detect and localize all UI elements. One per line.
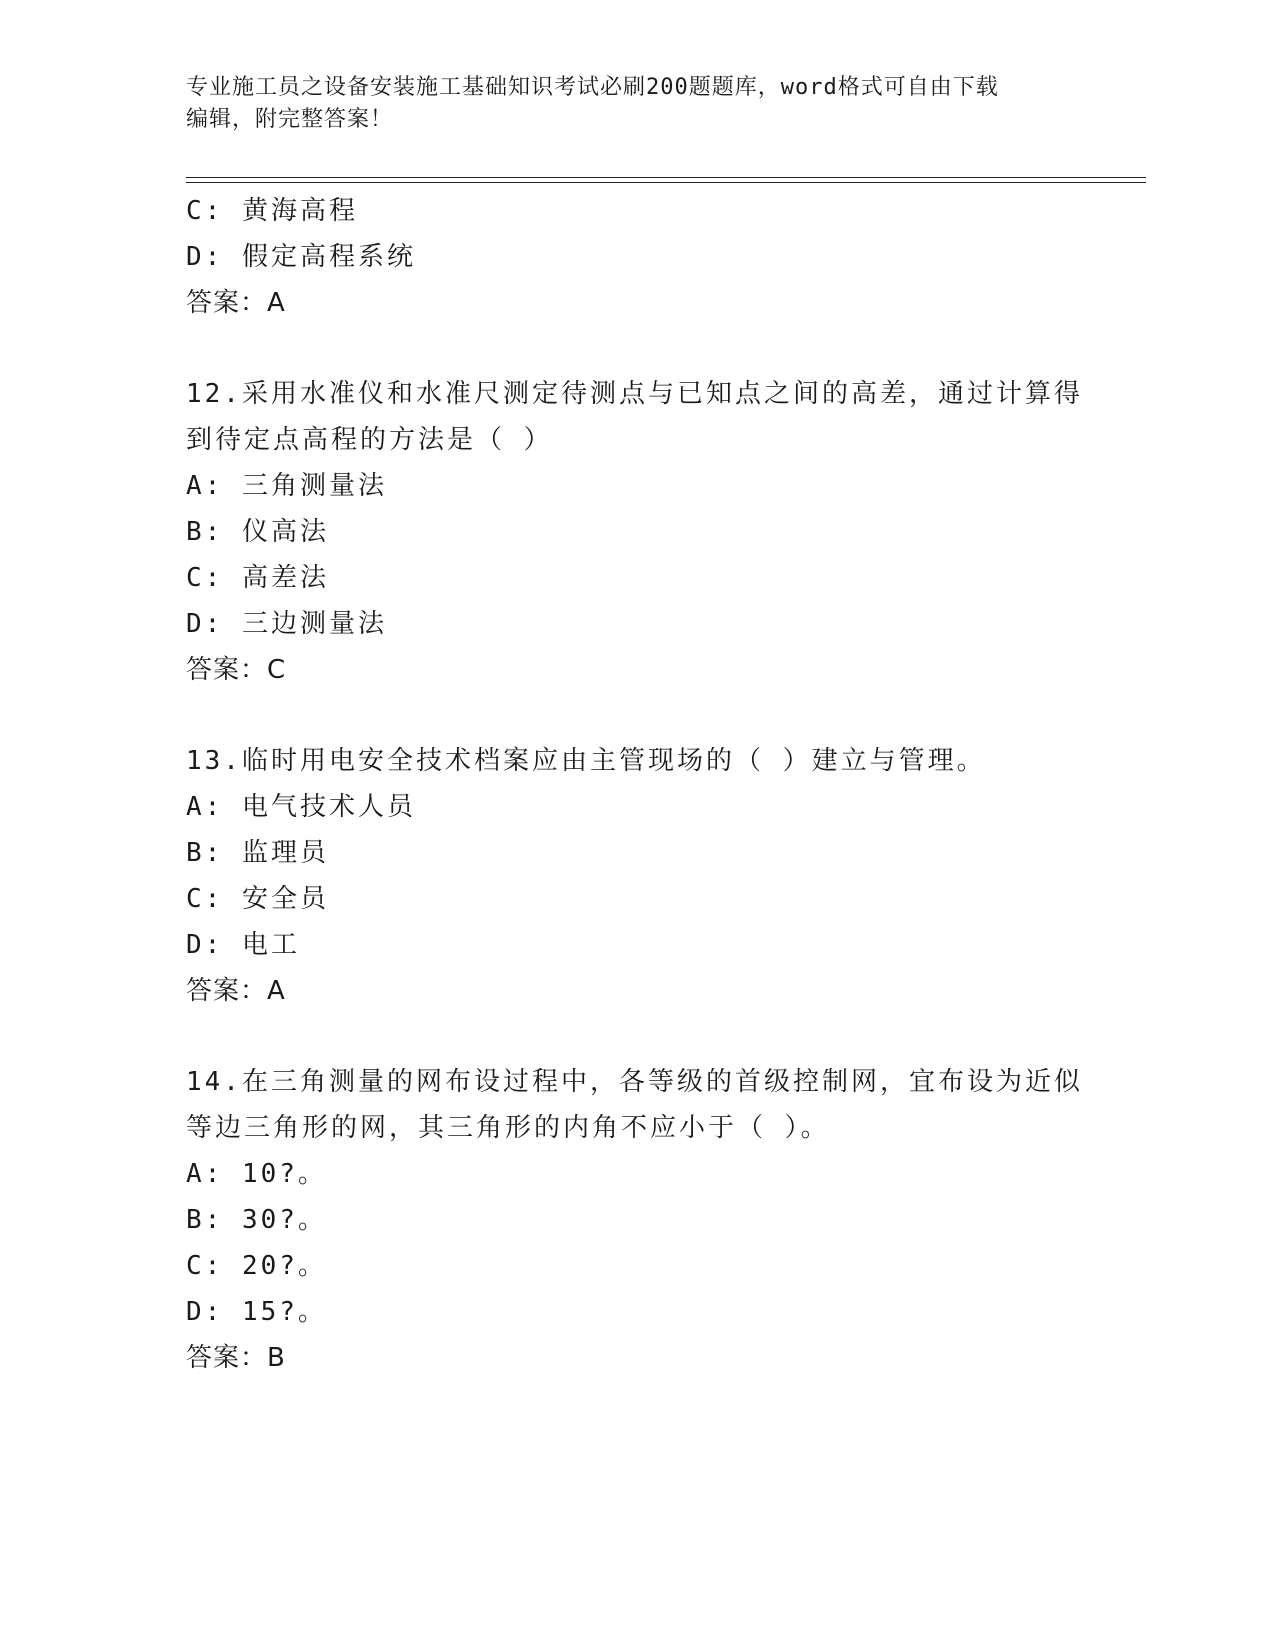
header-divider-top	[186, 177, 1146, 178]
option-c: C: 安全员	[186, 884, 329, 914]
option-b: B: 监理员	[186, 838, 329, 868]
header-divider-bottom	[186, 182, 1146, 183]
option-d: D: 电工	[186, 930, 300, 960]
option-d: D: 15?。	[186, 1297, 327, 1327]
question-stem: 13.临时用电安全技术档案应由主管现场的（ ）建立与管理。	[186, 746, 986, 776]
option-c: C: 高差法	[186, 563, 329, 593]
option-a: A: 三角测量法	[186, 471, 387, 501]
answer-line: 答案：A	[186, 288, 286, 318]
header-title-line-2: 编辑，附完整答案！	[186, 107, 394, 132]
question-stem: 14.在三角测量的网布设过程中，各等级的首级控制网，宜布设为近似	[186, 1067, 1083, 1097]
answer-line: 答案：A	[186, 976, 286, 1006]
header-title-line-1: 专业施工员之设备安装施工基础知识考试必刷200题题库，word格式可自由下载	[186, 75, 999, 100]
question-stem-continued: 到待定点高程的方法是（ ）	[186, 425, 553, 455]
option-a: A: 电气技术人员	[186, 792, 416, 822]
question-stem-continued: 等边三角形的网，其三角形的内角不应小于（ ）。	[186, 1113, 830, 1143]
question-spacer	[186, 326, 1086, 371]
question-stem: 12.采用水准仪和水准尺测定待测点与已知点之间的高差，通过计算得	[186, 379, 1083, 409]
option-d: D: 三边测量法	[186, 609, 387, 639]
option-b: B: 30?。	[186, 1205, 327, 1235]
option-c: C: 黄海高程	[186, 196, 358, 226]
question-spacer	[186, 1014, 1086, 1059]
question-13	[186, 738, 1086, 1014]
question-list	[186, 188, 1086, 1381]
question-spacer	[186, 693, 1086, 738]
option-c: C: 20?。	[186, 1251, 327, 1281]
question-12	[186, 371, 1086, 693]
question-14	[186, 1059, 1086, 1381]
answer-line: 答案：C	[186, 655, 287, 685]
document-header	[186, 72, 1066, 136]
answer-line: 答案：B	[186, 1343, 286, 1373]
question-11-continued	[186, 188, 1086, 326]
option-a: A: 10?。	[186, 1159, 327, 1189]
option-d: D: 假定高程系统	[186, 242, 416, 272]
option-b: B: 仪高法	[186, 517, 329, 547]
